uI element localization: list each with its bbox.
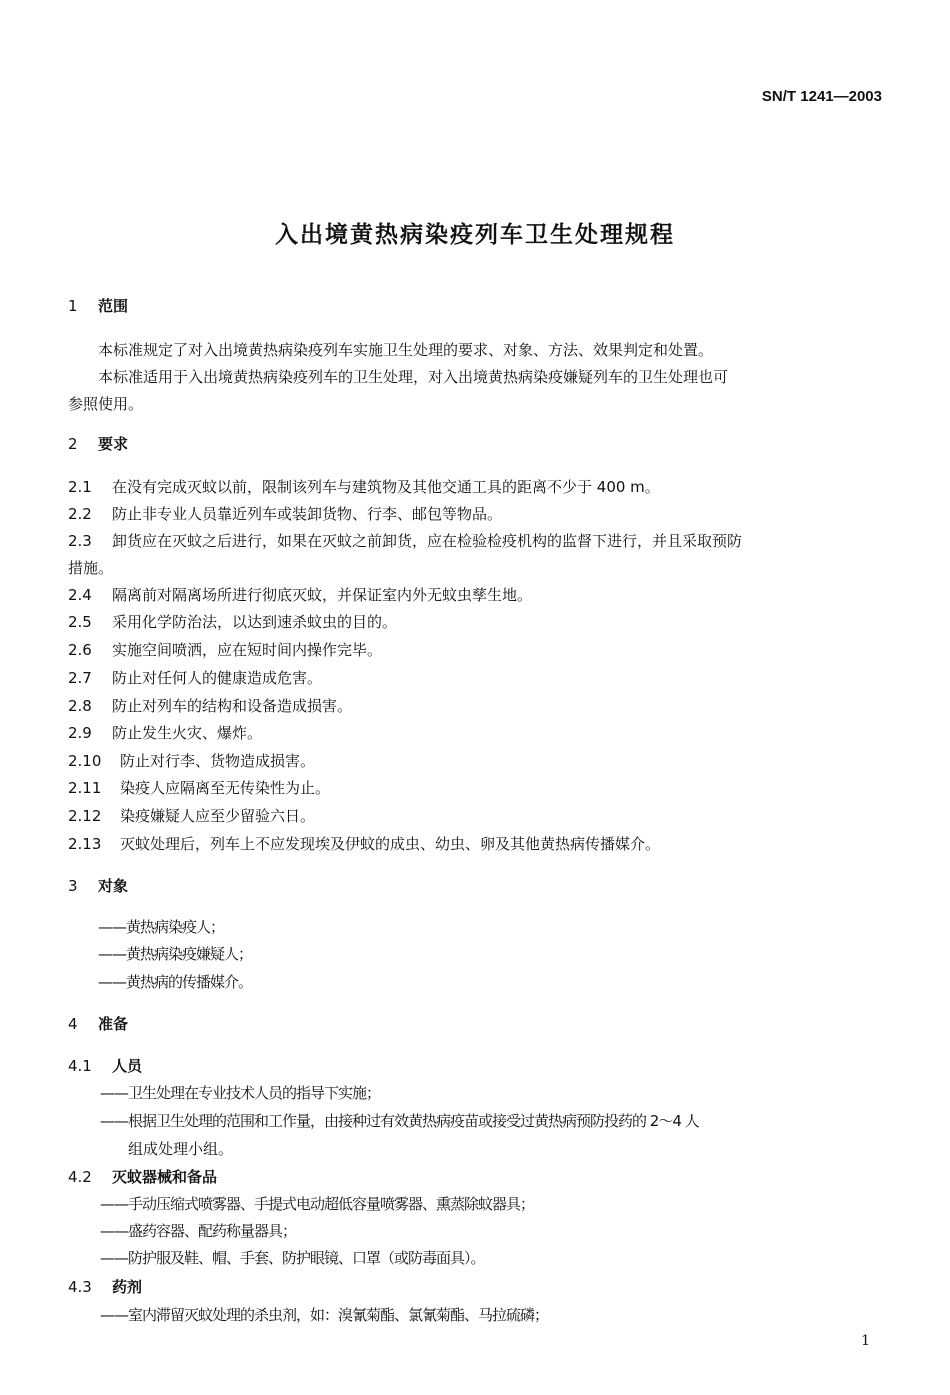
clause-2-4: 2.4 隔离前对隔离场所进行彻底灭蚊，并保证室内外无蚊虫孳生地。 (68, 586, 533, 604)
list-item: ——盛药容器、配药称量器具； (100, 1222, 297, 1240)
section-heading-1: 1 范围 (68, 297, 129, 315)
subsection-4-1: 4.1 人员 (68, 1057, 143, 1075)
clause-2-2: 2.2 防止非专业人员靠近列车或装卸货物、行李、邮包等物品。 (68, 505, 503, 523)
subsection-4-2: 4.2 灭蚊器械和备品 (68, 1168, 218, 1186)
list-item: ——卫生处理在专业技术人员的指导下实施； (100, 1084, 381, 1102)
list-item: ——黄热病染疫嫌疑人； (98, 945, 253, 963)
clause-2-3: 2.3 卸货应在灭蚊之后进行，如果在灭蚊之前卸货，应在检验检疫机构的监督下进行，并且采取预防 (68, 532, 743, 550)
page-number: 1 (861, 1333, 870, 1349)
list-item-continuation: 组成处理小组。 (128, 1140, 234, 1158)
paragraph-continuation: 参照使用。 (68, 395, 144, 413)
clause-2-5: 2.5 采用化学防治法，以达到速杀蚊虫的目的。 (68, 613, 398, 631)
clause-2-12: 2.12 染疫嫌疑人应至少留验六日。 (68, 807, 316, 825)
clause-2-9: 2.9 防止发生火灾、爆炸。 (68, 724, 263, 742)
clause-2-13: 2.13 灭蚊处理后，列车上不应发现埃及伊蚊的成虫、幼虫、卵及其他黄热病传播媒介。 (68, 835, 661, 853)
section-heading-3: 3 对象 (68, 877, 129, 895)
clause-2-11: 2.11 染疫人应隔离至无传染性为止。 (68, 779, 331, 797)
list-item: ——防护服及鞋、帽、手套、防护眼镜、口罩（或防毒面具）。 (100, 1249, 485, 1267)
clause-2-8: 2.8 防止对列车的结构和设备造成损害。 (68, 697, 353, 715)
document-title: 入出境黄热病染疫列车卫生处理规程 (275, 222, 675, 248)
clause-2-7: 2.7 防止对任何人的健康造成危害。 (68, 669, 323, 687)
paragraph: 本标准规定了对入出境黄热病染疫列车实施卫生处理的要求、对象、方法、效果判定和处置。 (98, 341, 714, 359)
section-heading-4: 4 准备 (68, 1015, 129, 1033)
standard-code: SN/T 1241—2003 (761, 88, 882, 105)
clause-2-3-continuation: 措施。 (68, 559, 114, 577)
list-item: ——室内滞留灭蚊处理的杀虫剂，如：溴氰菊酯、氯氰菊酯、马拉硫磷； (100, 1306, 549, 1324)
clause-2-6: 2.6 实施空间喷洒，应在短时间内操作完毕。 (68, 641, 383, 659)
section-heading-2: 2 要求 (68, 435, 129, 453)
clause-2-1: 2.1 在没有完成灭蚊以前，限制该列车与建筑物及其他交通工具的距离不少于 400 m。 (68, 478, 660, 496)
list-item: ——黄热病的传播媒介。 (98, 973, 253, 991)
list-item: ——根据卫生处理的范围和工作量，由接种过有效黄热病疫苗或接受过黄热病预防投药的 2～4 人 (100, 1112, 699, 1130)
paragraph: 本标准适用于入出境黄热病染疫列车的卫生处理，对入出境黄热病染疫嫌疑列车的卫生处理也可 (98, 368, 729, 386)
list-item: ——手动压缩式喷雾器、手提式电动超低容量喷雾器、熏蒸除蚊器具； (100, 1195, 535, 1213)
subsection-4-3: 4.3 药剂 (68, 1278, 143, 1296)
clause-2-10: 2.10 防止对行李、货物造成损害。 (68, 752, 316, 770)
list-item: ——黄热病染疫人； (98, 918, 225, 936)
